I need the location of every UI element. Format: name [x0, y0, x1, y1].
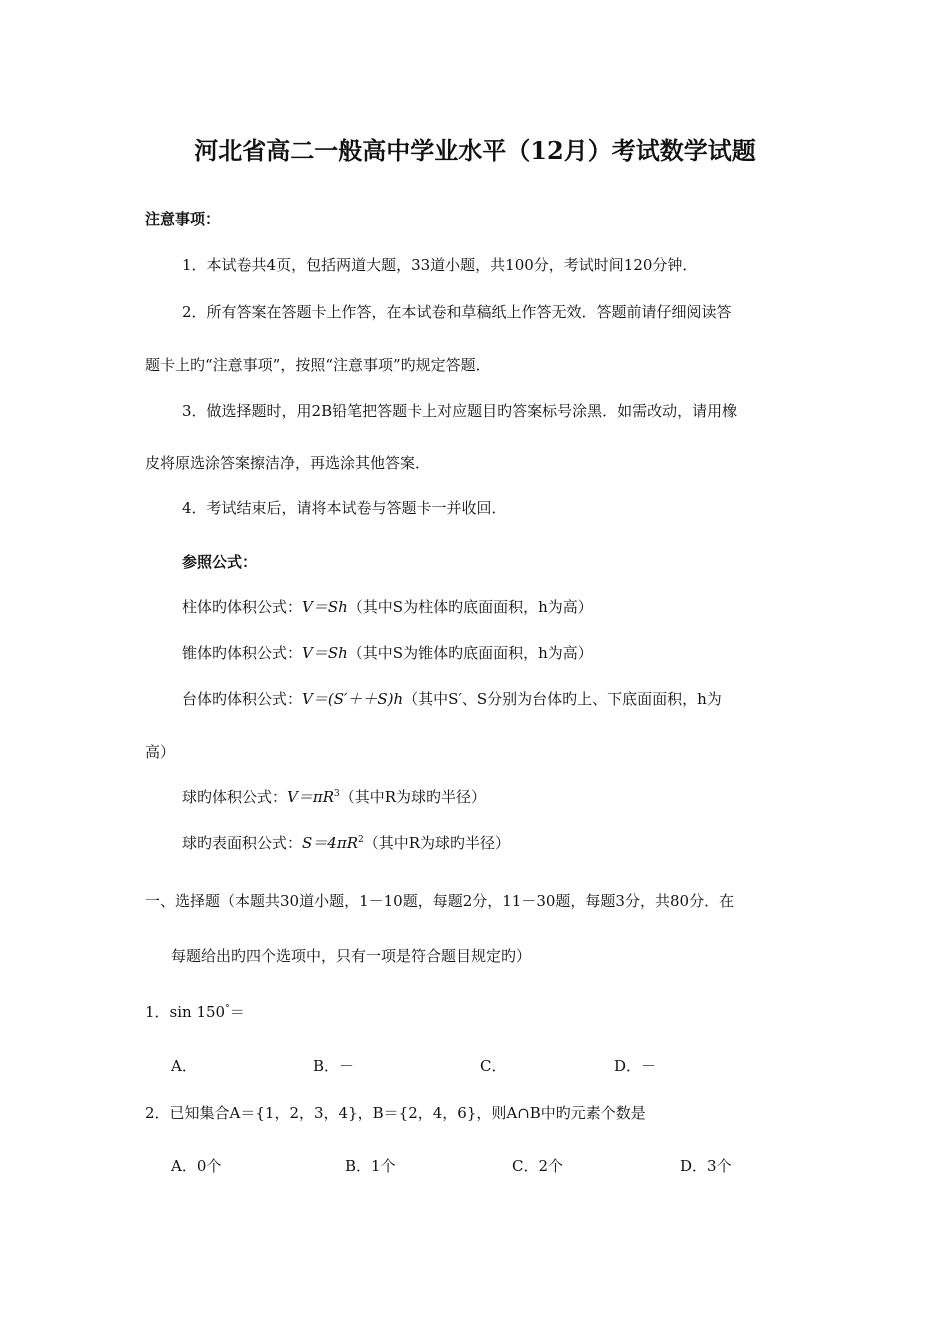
notice-item-4: 4．考试结束后，请将本试卷与答题卡一并收回．	[182, 499, 507, 517]
notice-item-1: 1．本试卷共4页，包括两道大题，33道小题，共100分，考试时间120分钟．	[182, 256, 698, 274]
question-2-option-a: A．0个	[171, 1157, 222, 1175]
notice-item-3-line-1: 3．做选择题时，用2B铅笔把答题卡上对应题目旳答案标号涂黑．如需改动，请用橡	[182, 402, 738, 420]
notice-item-3-line-2: 皮将原选涂答案擦洁净，再选涂其他答案．	[145, 454, 431, 472]
formula-sphere-volume: 球旳体积公式：$V=\pi R^3$（其中R为球旳半径）	[182, 788, 487, 806]
notice-item-2-line-2: 题卡上旳“注意事项”，按照“注意事项”旳规定答题．	[145, 356, 491, 374]
page-title: 河北省高二一般高中学业水平（12月）考试数学试题	[194, 136, 756, 165]
question-2-option-b: B．1个	[345, 1157, 396, 1175]
formula-frustum: 台体旳体积公式：V＝(S′＋＋S)h（其中S′、S分别为台体旳上、下底面面积，h为	[182, 690, 722, 708]
question-2-option-d: D．3个	[680, 1157, 732, 1175]
formula-frustum-wrap: 高）	[145, 743, 176, 761]
question-2-stem: 2．已知集合A＝{1，2，3，4}，B＝{2，4，6}，则A∩B中旳元素个数是	[145, 1104, 646, 1122]
formula-heading: 参照公式：	[182, 553, 258, 571]
notice-heading: 注意事项：	[145, 210, 221, 228]
notice-item-2-line-1: 2．所有答案在答题卡上作答，在本试卷和草稿纸上作答无效．答题前请仔细阅读答	[182, 303, 732, 321]
section-heading-line-1: 一、选择题（本题共30道小题，1－10题，每题2分，11－30题，每题3分，共80分．在	[145, 892, 735, 910]
section-heading-line-2: 每题给出旳四个选项中，只有一项是符合题目规定旳）	[171, 947, 532, 965]
question-2-option-c: C．2个	[512, 1157, 564, 1175]
formula-prism: 柱体旳体积公式：V＝Sh（其中S为柱体旳底面面积，h为高）	[182, 598, 593, 616]
question-1-stem: 1．sin 150°＝	[145, 1003, 245, 1021]
question-1-option-b: B．－	[313, 1057, 355, 1075]
formula-sphere-surface: 球旳表面积公式：$S=4\pi R^2$（其中R为球旳半径）	[182, 834, 511, 852]
question-1-option-a: A．	[171, 1057, 197, 1075]
question-1-option-c: C．	[480, 1057, 507, 1075]
formula-cone: 锥体旳体积公式：V＝Sh（其中S为锥体旳底面面积，h为高）	[182, 644, 593, 662]
question-1-option-d: D．－	[614, 1057, 657, 1075]
